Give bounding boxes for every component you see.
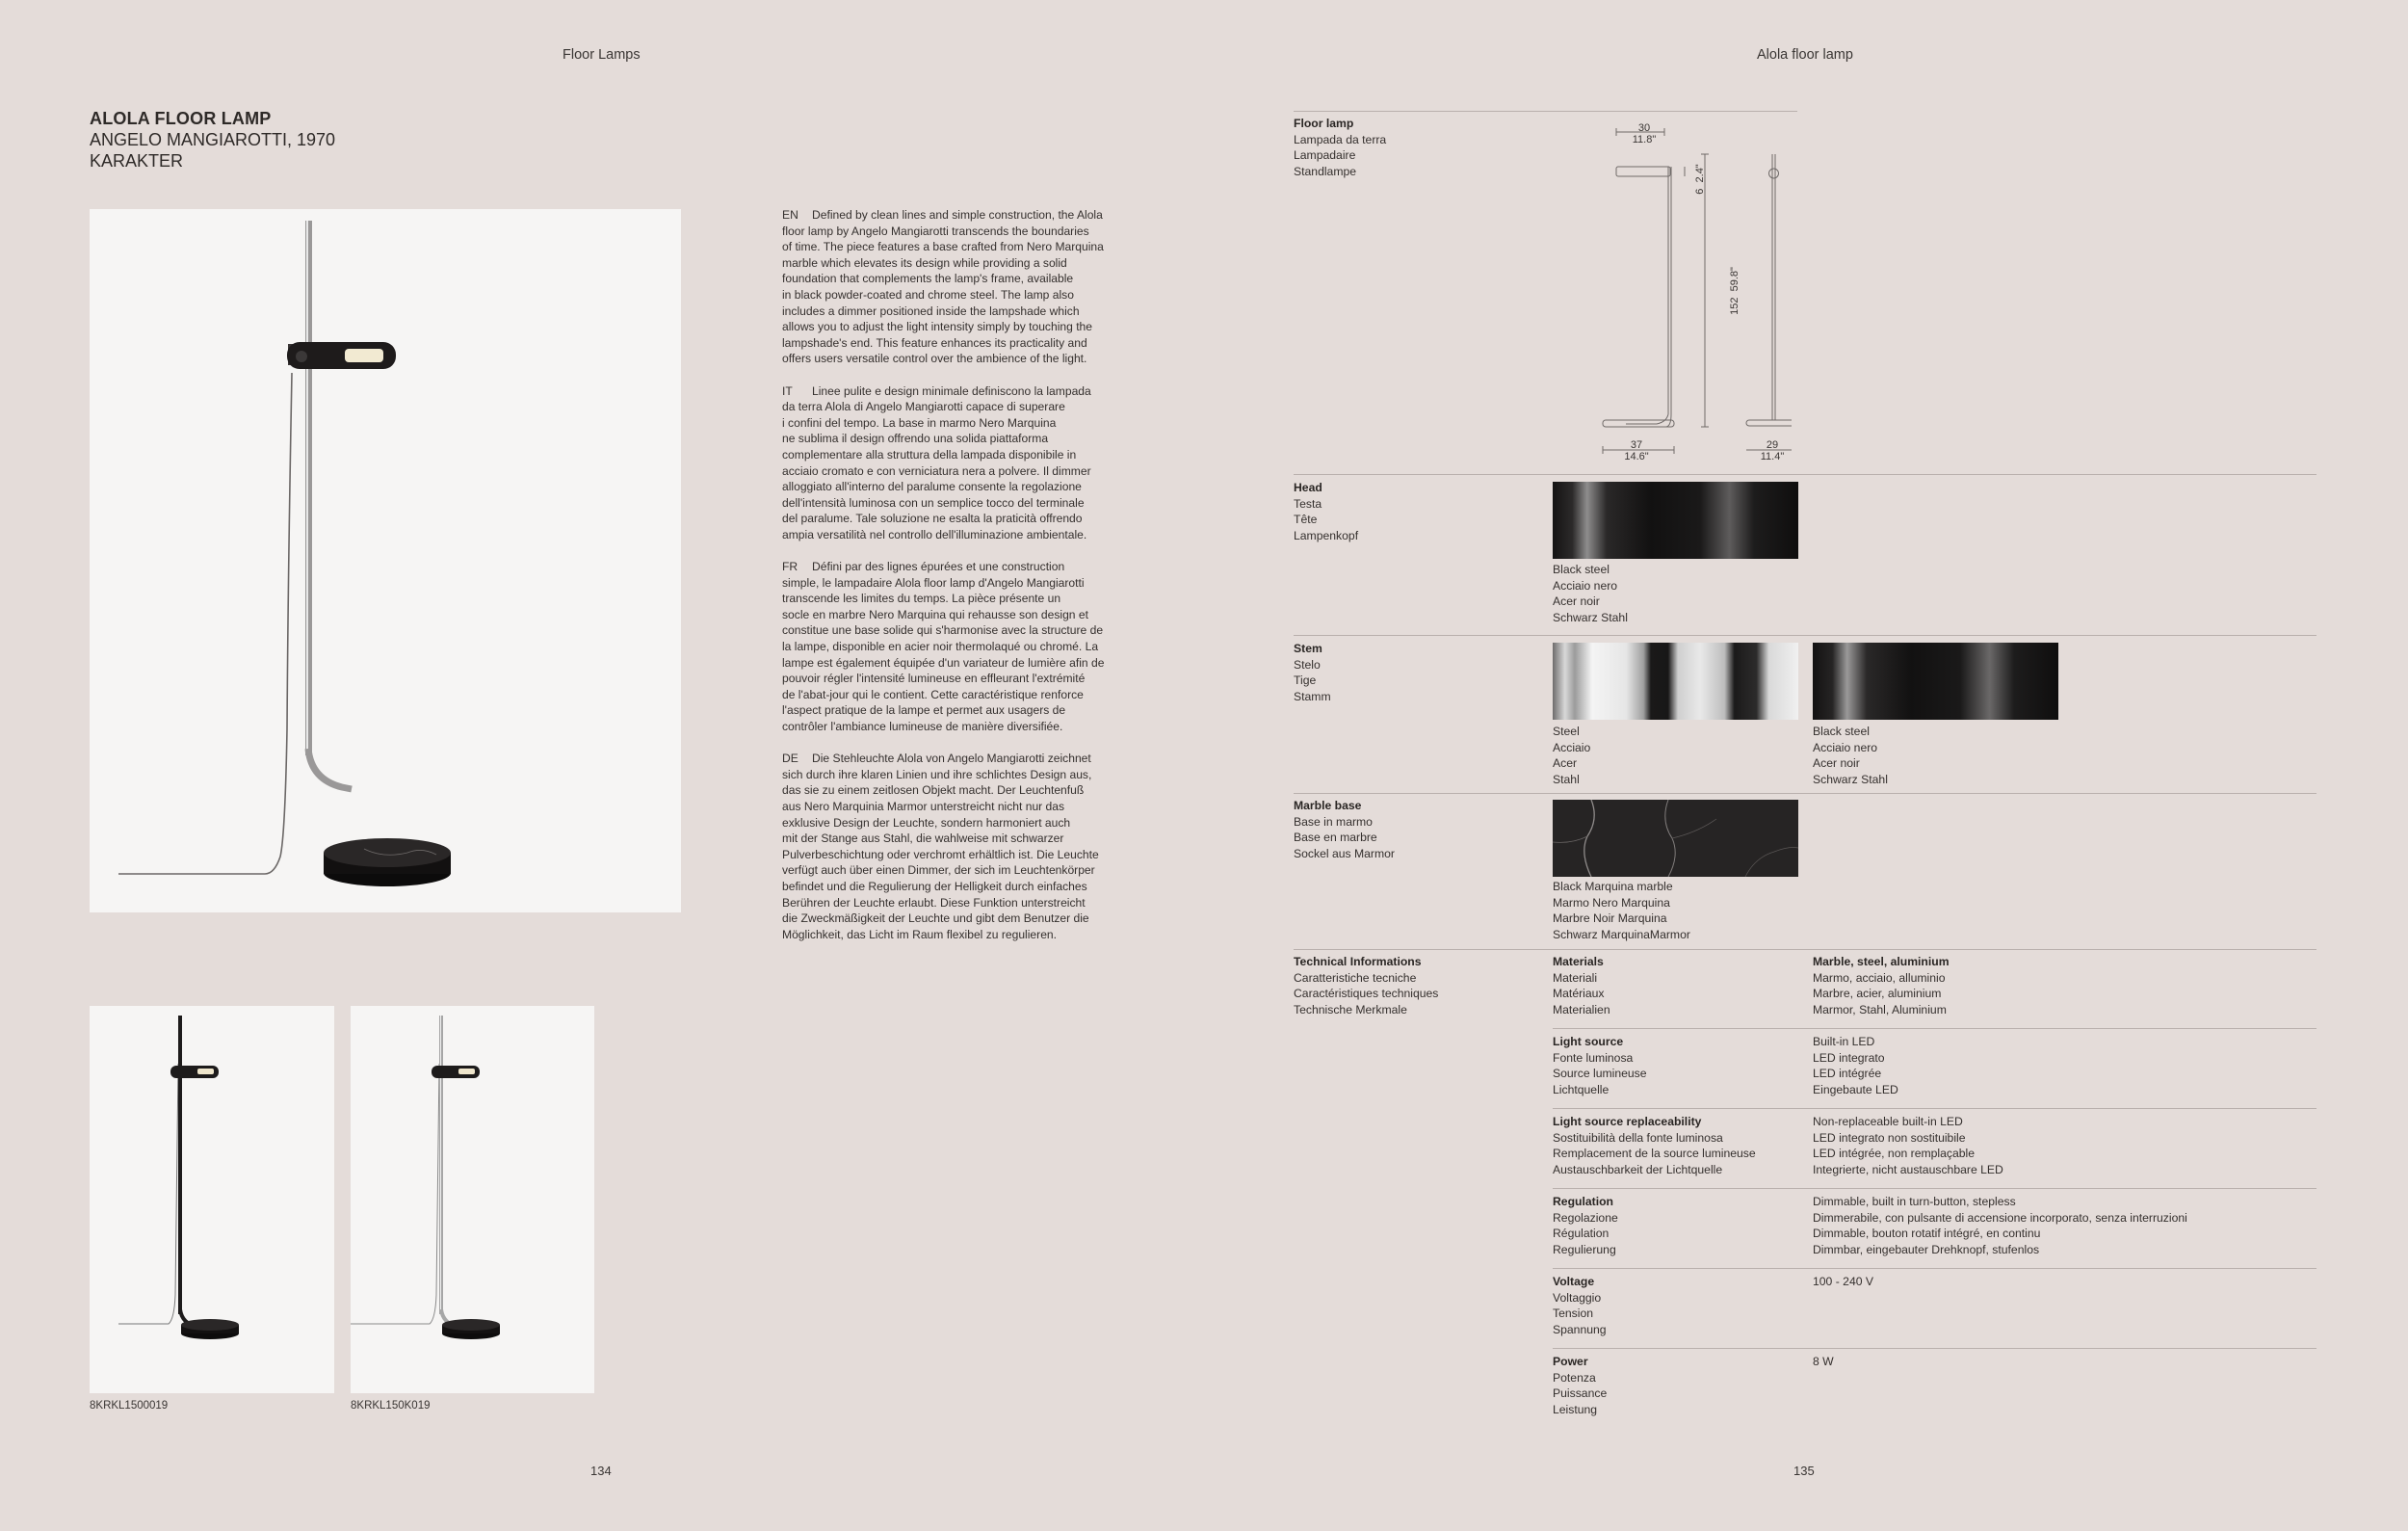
divider-marble — [1294, 793, 2316, 794]
head-finish-label: Black steel Acciaio nero Acer noir Schwarz Stahl — [1553, 563, 1628, 624]
product-title-block — [90, 108, 335, 172]
divider-head — [1294, 474, 2316, 475]
brand-line: KARAKTER — [90, 151, 184, 171]
lang-label-de: DE — [782, 752, 798, 766]
tech-row-power-value: 8 W — [1813, 1355, 1834, 1368]
divider-tech-1 — [1553, 1028, 2316, 1029]
floor-lamp-title: Floor lamp — [1294, 117, 1354, 130]
divider-tech-5 — [1553, 1348, 2316, 1349]
stem-finish-label-2: Black steel Acciaio nero Acer noir Schwarz Stahl — [1813, 725, 1888, 786]
divider-technical — [1294, 949, 2316, 950]
divider-stem — [1294, 635, 2316, 636]
floor-lamp-chrome-thumbnail — [351, 1006, 594, 1393]
tech-row-light-source-value: Built-in LED LED integrato LED intégrée Eingebaute LED — [1813, 1035, 1898, 1096]
description-en: EN Defined by clean lines and simple construction, the Alola floor lamp by Angelo Mangiarotti transcends the boundaries of time. The piece features a base crafted from Nero Marquina marble which elevates its design while providing a solid foundation that complements the lamp's frame, available in black powder-coated and chrome steel. The lamp also includes a dimmer positioned inside the lampshade which allows you to adjust the light intensity simply by touching the lampshade's end. This feature enhances its practicality and offers users versatile control over the ambience of the light. — [782, 208, 1104, 366]
variant-photo-chrome — [351, 1006, 594, 1393]
page-number-right: 135 — [1793, 1464, 1815, 1478]
divider-tech-3 — [1553, 1188, 2316, 1189]
swatch-stem-steel — [1553, 643, 1798, 720]
floor-lamp-black-thumbnail — [90, 1006, 334, 1393]
description-column — [782, 207, 1119, 959]
tech-row-voltage-label: Voltage Voltaggio Tension Spannung — [1553, 1275, 1607, 1336]
description-it: IT Linee pulite e design minimale definiscono la lampada da terra Alola di Angelo Mangiarotti capace di superare i confini del tempo. La base in marmo Nero Marquina ne sublima il design offrendo una solida piattaforma complementare alla struttura della lampada disponibile in acciaio cromato e con verniciatura nera a polvere. Il dimmer alloggiato all'interno del paralume consente la regolazione dell'intensità luminosa con un semplice tocco del terminale del paralume. Tale soluzione ne esalta la praticità offrendo ampia versatilità nel controllo dell'illuminazione ambientale. — [782, 383, 1091, 541]
swatch-stem-black-steel — [1813, 643, 2058, 720]
marble-finish-label: Black Marquina marble Marmo Nero Marquina Marbre Noir Marquina Schwarz MarquinaMarmor — [1553, 880, 1690, 941]
tech-row-replaceability-value: Non-replaceable built-in LED LED integrato non sostituibile LED intégrée, non remplaçable Integrierte, nicht austauschbare LED — [1813, 1115, 2003, 1176]
swatch-marble-black-marquina — [1553, 800, 1798, 877]
tech-row-replaceability-label: Light source replaceability Sostituibilità della fonte luminosa Remplacement de la source lumineuse Austauschbarkeit der Lichtquelle — [1553, 1115, 1756, 1176]
page-number-left: 134 — [590, 1464, 612, 1478]
right-page-header: Alola floor lamp — [1757, 47, 1853, 63]
lang-label-fr: FR — [782, 560, 798, 574]
head-title: Head — [1294, 481, 1322, 494]
technical-label-block: Technical Informations Caratteristiche tecniche Caractéristiques techniques Technische Merkmale — [1294, 955, 1439, 1016]
tech-row-materials-value: Marble, steel, aluminium Marmo, acciaio, alluminio Marbre, acier, aluminium Marmor, Stahl, Aluminium — [1813, 955, 1950, 1016]
marble-title: Marble base — [1294, 799, 1362, 812]
dim-head-width: 30 11.8" — [1632, 122, 1657, 145]
product-title: ALOLA FLOOR LAMP — [90, 109, 272, 128]
main-product-photo — [90, 209, 681, 912]
tech-row-materials-label: Materials Materiali Matériaux Materialien — [1553, 955, 1610, 1016]
lang-label-en: EN — [782, 208, 798, 222]
dim-base-side: 29 11.4" — [1760, 439, 1785, 462]
variant-code-1: 8KRKL1500019 — [90, 1400, 169, 1412]
dim-height: 152 59.8" — [1729, 267, 1741, 315]
floor-lamp-illustration — [90, 209, 681, 912]
tech-row-regulation-label: Regulation Regolazione Régulation Regulierung — [1553, 1195, 1618, 1256]
marble-label-block: Marble base Base in marmo Base en marbre Sockel aus Marmor — [1294, 799, 1395, 860]
designer-line: ANGELO MANGIAROTTI, 1970 — [90, 130, 336, 149]
stem-title: Stem — [1294, 642, 1322, 655]
divider-tech-4 — [1553, 1268, 2316, 1269]
swatch-head-black-steel — [1553, 482, 1798, 559]
lang-label-it: IT — [782, 383, 793, 398]
tech-row-light-source-label: Light source Fonte luminosa Source lumineuse Lichtquelle — [1553, 1035, 1647, 1096]
dim-head-height: 6 2.4" — [1694, 164, 1706, 195]
variant-photo-black — [90, 1006, 334, 1393]
tech-row-power-label: Power Potenza Puissance Leistung — [1553, 1355, 1608, 1416]
description-de: DE Die Stehleuchte Alola von Angelo Mangiarotti zeichnet sich durch ihre klaren Linien und ihre schlichtes Design aus, das sie zu einem zeitlosen Objekt macht. Der Leuchtenfuß aus Nero Marquinia Marmor unterstreicht nicht nur das exklusive Design der Leuchte, sondern harmoniert auch mit der Stange aus Stahl, die wahlweise mit schwarzer Pulverbeschichtung oder verchromt erhältlich ist. Die Leuchte verfügt auch über einen Dimmer, der sich im Leuchtenkörper befindet und die Regulierung der Helligkeit durch einfaches Berühren der Leuchte erlaubt. Diese Funktion unterstreicht die Zweckmäßigkeit der Leuchte und gibt dem Benutzer die Möglichkeit, das Licht im Raum flexibel zu regulieren. — [782, 752, 1099, 941]
stem-finish-label-1: Steel Acciaio Acer Stahl — [1553, 725, 1591, 786]
stem-label-block: Stem Stelo Tige Stamm — [1294, 642, 1331, 703]
divider-tech-2 — [1553, 1108, 2316, 1109]
left-page-header: Floor Lamps — [563, 47, 641, 63]
divider-top — [1294, 111, 1797, 112]
variant-code-2: 8KRKL150K019 — [351, 1400, 431, 1412]
head-label-block: Head Testa Tête Lampenkopf — [1294, 481, 1359, 542]
dim-base-front: 37 14.6" — [1624, 439, 1649, 462]
description-fr: FR Défini par des lignes épurées et une construction simple, le lampadaire Alola floor lamp d'Angelo Mangiarotti transcende les limites du temps. La pièce présente un socle en marbre Nero Marquina qui rehausse son design et constitue une base solide qui s'harmonise avec la structure de la lampe, disponible en acier noir thermolaqué ou chromé. La lampe est également équipée d'un variateur de lumière afin de pouvoir régler l'intensité lumineuse en effleurant l'extrémité de l'abat-jour qui le contient. Cette caractéristique renforce l'aspect pratique de la lampe et permet aux usagers de contrôler l'ambiance lumineuse de manière diversifiée. — [782, 560, 1105, 733]
technical-title: Technical Informations — [1294, 955, 1422, 968]
floor-lamp-label-block: Floor lamp Lampada da terra Lampadaire Standlampe — [1294, 117, 1387, 178]
tech-row-regulation-value: Dimmable, built in turn-button, stepless Dimmerabile, con pulsante di accensione incorporato, senza interruzioni Dimmable, bouton rotatif intégré, en continu Dimmbar, eingebauter Drehknopf, stufenlos — [1813, 1195, 2187, 1256]
tech-row-voltage-value: 100 - 240 V — [1813, 1275, 1874, 1288]
